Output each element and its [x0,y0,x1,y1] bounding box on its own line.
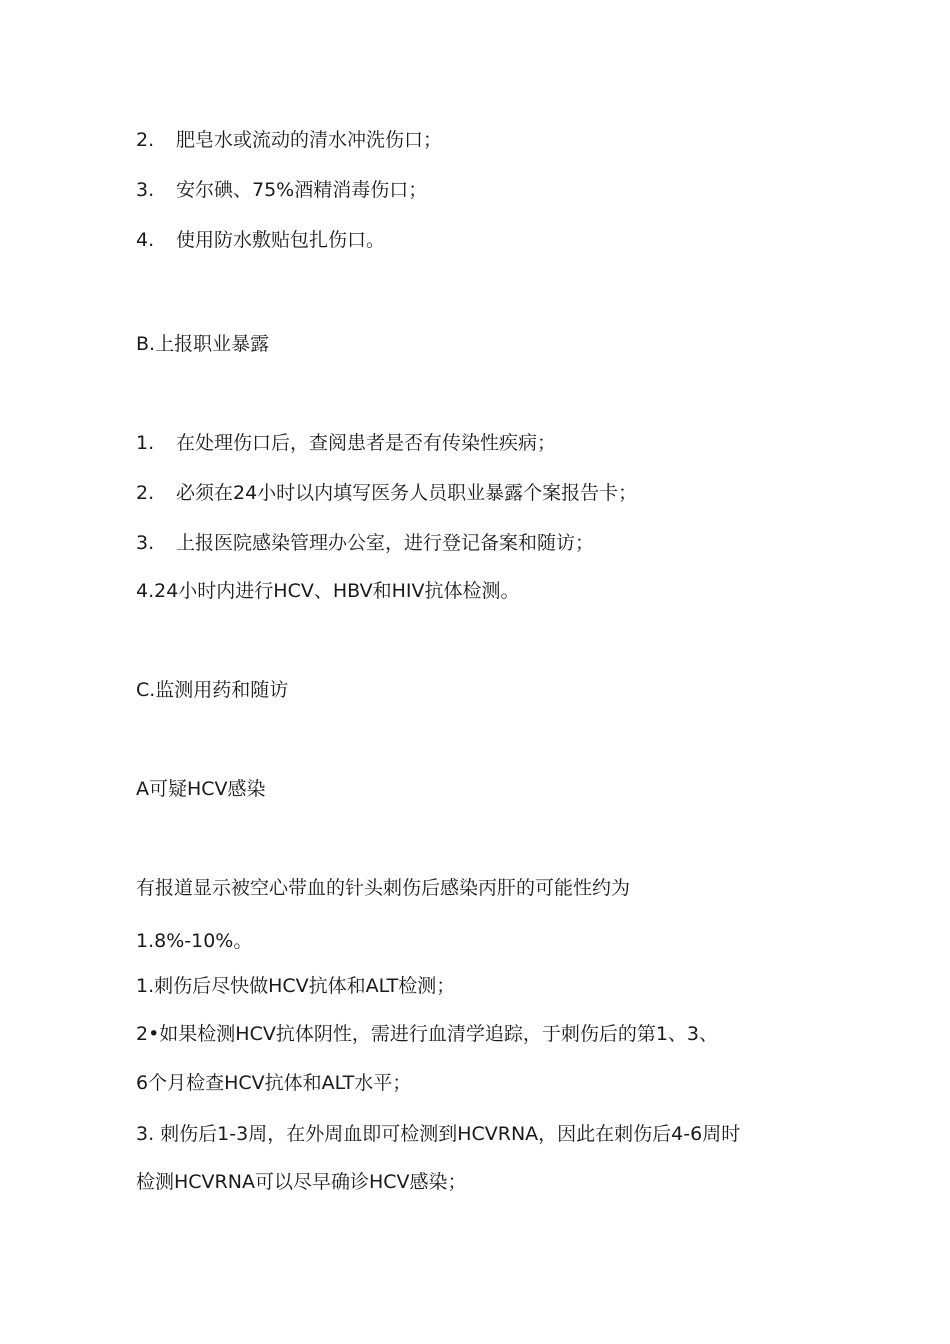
list-number: 2. [136,482,155,504]
list-number: 4. [136,229,155,251]
list-item [136,480,637,506]
list-item [136,127,442,153]
list-item-continuation: 6个月检查HCV抗体和ALT水平； [136,1072,412,1094]
list-number: 3. [136,532,155,554]
list-number: 2. [136,129,155,151]
list-number: 1. [136,432,155,454]
section-heading-c: C.监测用药和随访 [136,679,289,701]
list-text: 使用防水敷贴包扎伤口。 [176,229,386,251]
list-item [136,227,385,253]
paragraph-line: 有报道显示被空心带血的针头刺伤后感染丙肝的可能性约为 [136,877,631,899]
list-text: 安尔碘、75%酒精消毒伤口； [176,179,428,201]
list-item: 3. 刺伤后1-3周，在外周血即可检测到HCVRNA，因此在刺伤后4-6周时 [136,1123,741,1145]
subheading: A可疑HCV感染 [136,778,266,800]
list-text: 肥皂水或流动的清水冲洗伤口； [176,129,443,151]
list-item: 1.刺伤后尽快做HCV抗体和ALT检测； [136,975,456,997]
list-item: 2•如果检测HCV抗体阴性，需进行血清学追踪，于刺伤后的第1、3、 [136,1023,719,1045]
list-item: 4.24小时内进行HCV、HBV和HIV抗体检测。 [136,580,520,602]
list-text: 上报医院感染管理办公室，进行登记备案和随访； [176,532,595,554]
paragraph-line: 1.8%-10%。 [136,930,253,952]
list-item [136,530,594,556]
list-text: 必须在24小时以内填写医务人员职业暴露个案报告卡； [176,482,638,504]
list-item [136,430,556,456]
list-text: 在处理伤口后，查阅患者是否有传染性疾病； [176,432,557,454]
list-number: 3. [136,179,155,201]
list-item-continuation: 检测HCVRNA可以尽早确诊HCV感染； [136,1171,467,1193]
section-heading-b: B.上报职业暴露 [136,333,270,355]
list-item [136,177,427,203]
